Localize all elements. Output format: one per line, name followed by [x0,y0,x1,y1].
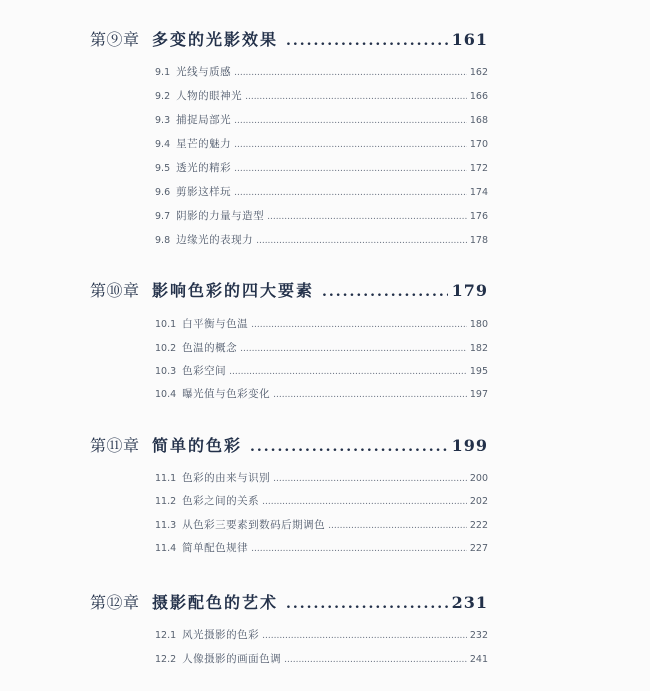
section-entry[interactable] [155,160,488,175]
section-number: 11.4 [155,543,177,554]
chapter-heading[interactable] [90,590,488,613]
section-number: 10.4 [155,389,177,400]
dot-leader [286,596,448,612]
chapter-title: 多变的光影效果 [152,30,279,49]
dot-leader [284,655,467,665]
section-entry[interactable] [155,470,488,485]
dot-leader [322,284,448,300]
dot-leader [245,92,467,102]
section-page-number: 197 [469,389,488,400]
chapter-title: 简单的色彩 [152,436,243,455]
section-title: 色彩空间 [182,365,227,377]
section-entry[interactable] [155,184,488,199]
dot-leader [273,474,467,484]
section-number: 11.3 [155,520,177,531]
section-number: 10.3 [155,366,177,377]
section-entry[interactable] [155,493,488,508]
section-page-number: 170 [469,139,488,150]
chapter-number: 第⑫章 [90,593,140,612]
dot-leader [256,236,467,246]
section-page-number: 162 [469,67,488,78]
section-page-number: 180 [469,319,488,330]
section-entry[interactable] [155,232,488,247]
chapter-title: 影响色彩的四大要素 [152,281,315,300]
section-title: 人像摄影的画面色调 [182,653,282,665]
section-number: 9.8 [155,235,171,246]
section-title: 星芒的魅力 [176,138,232,150]
section-number: 9.7 [155,211,171,222]
dot-leader [286,33,448,49]
section-page-number: 172 [469,163,488,174]
section-title: 曝光值与色彩变化 [182,388,271,400]
section-number: 10.1 [155,319,177,330]
section-number: 12.1 [155,630,177,641]
chapter-heading[interactable] [90,278,488,301]
section-number: 11.1 [155,473,177,484]
section-title: 从色彩三要素到数码后期调色 [182,519,326,531]
chapter-number: 第⑪章 [90,436,140,455]
section-entry[interactable] [155,136,488,151]
dot-leader [234,140,467,150]
section-page-number: 178 [469,235,488,246]
section-number: 11.2 [155,496,177,507]
section-entry[interactable] [155,208,488,223]
dot-leader [251,544,467,554]
section-entry[interactable] [155,651,488,666]
dot-leader [234,188,467,198]
section-title: 风光摄影的色彩 [182,629,260,641]
section-entry[interactable] [155,627,488,642]
section-page-number: 182 [469,343,488,354]
chapter-page-number: 231 [451,593,488,612]
section-page-number: 227 [469,543,488,554]
section-title: 透光的精彩 [176,162,232,174]
section-page-number: 232 [469,630,488,641]
section-page-number: 176 [469,211,488,222]
section-entry[interactable] [155,88,488,103]
section-title: 色彩的由来与识别 [182,472,271,484]
section-title: 捕捉局部光 [176,114,232,126]
section-entry[interactable] [155,64,488,79]
dot-leader [262,497,467,507]
dot-leader [267,212,467,222]
dot-leader [250,439,448,455]
section-title: 简单配色规律 [182,542,249,554]
section-page-number: 222 [469,520,488,531]
dot-leader [273,390,467,400]
section-title: 剪影这样玩 [176,186,232,198]
section-entry[interactable] [155,316,488,331]
section-title: 白平衡与色温 [182,318,249,330]
section-title: 色温的概念 [182,342,238,354]
chapter-title: 摄影配色的艺术 [152,593,279,612]
chapter-heading[interactable] [90,27,488,50]
chapter-page-number: 179 [451,281,488,300]
section-number: 9.3 [155,115,171,126]
section-title: 人物的眼神光 [176,90,243,102]
dot-leader [234,116,467,126]
section-number: 9.2 [155,91,171,102]
section-entry[interactable] [155,386,488,401]
section-number: 9.5 [155,163,171,174]
section-entry[interactable] [155,112,488,127]
dot-leader [328,521,467,531]
section-entry[interactable] [155,517,488,532]
section-number: 12.2 [155,654,177,665]
section-page-number: 202 [469,496,488,507]
section-page-number: 174 [469,187,488,198]
chapter-page-number: 199 [451,436,488,455]
dot-leader [262,631,467,641]
section-page-number: 200 [469,473,488,484]
section-page-number: 168 [469,115,488,126]
dot-leader [229,367,467,377]
section-page-number: 241 [469,654,488,665]
chapter-page-number: 161 [451,30,488,49]
section-number: 9.4 [155,139,171,150]
section-entry[interactable] [155,340,488,355]
dot-leader [234,68,467,78]
dot-leader [240,344,467,354]
dot-leader [251,320,467,330]
section-number: 9.6 [155,187,171,198]
section-title: 边缘光的表现力 [176,234,254,246]
section-entry[interactable] [155,540,488,555]
chapter-number: 第⑨章 [90,30,140,49]
section-entry[interactable] [155,363,488,378]
section-page-number: 166 [469,91,488,102]
section-number: 9.1 [155,67,171,78]
section-title: 色彩之间的关系 [182,495,260,507]
chapter-number: 第⑩章 [90,281,140,300]
section-title: 阴影的力量与造型 [176,210,265,222]
section-title: 光线与质感 [176,66,232,78]
dot-leader [234,164,467,174]
section-page-number: 195 [469,366,488,377]
section-number: 10.2 [155,343,177,354]
chapter-heading[interactable] [90,433,488,456]
